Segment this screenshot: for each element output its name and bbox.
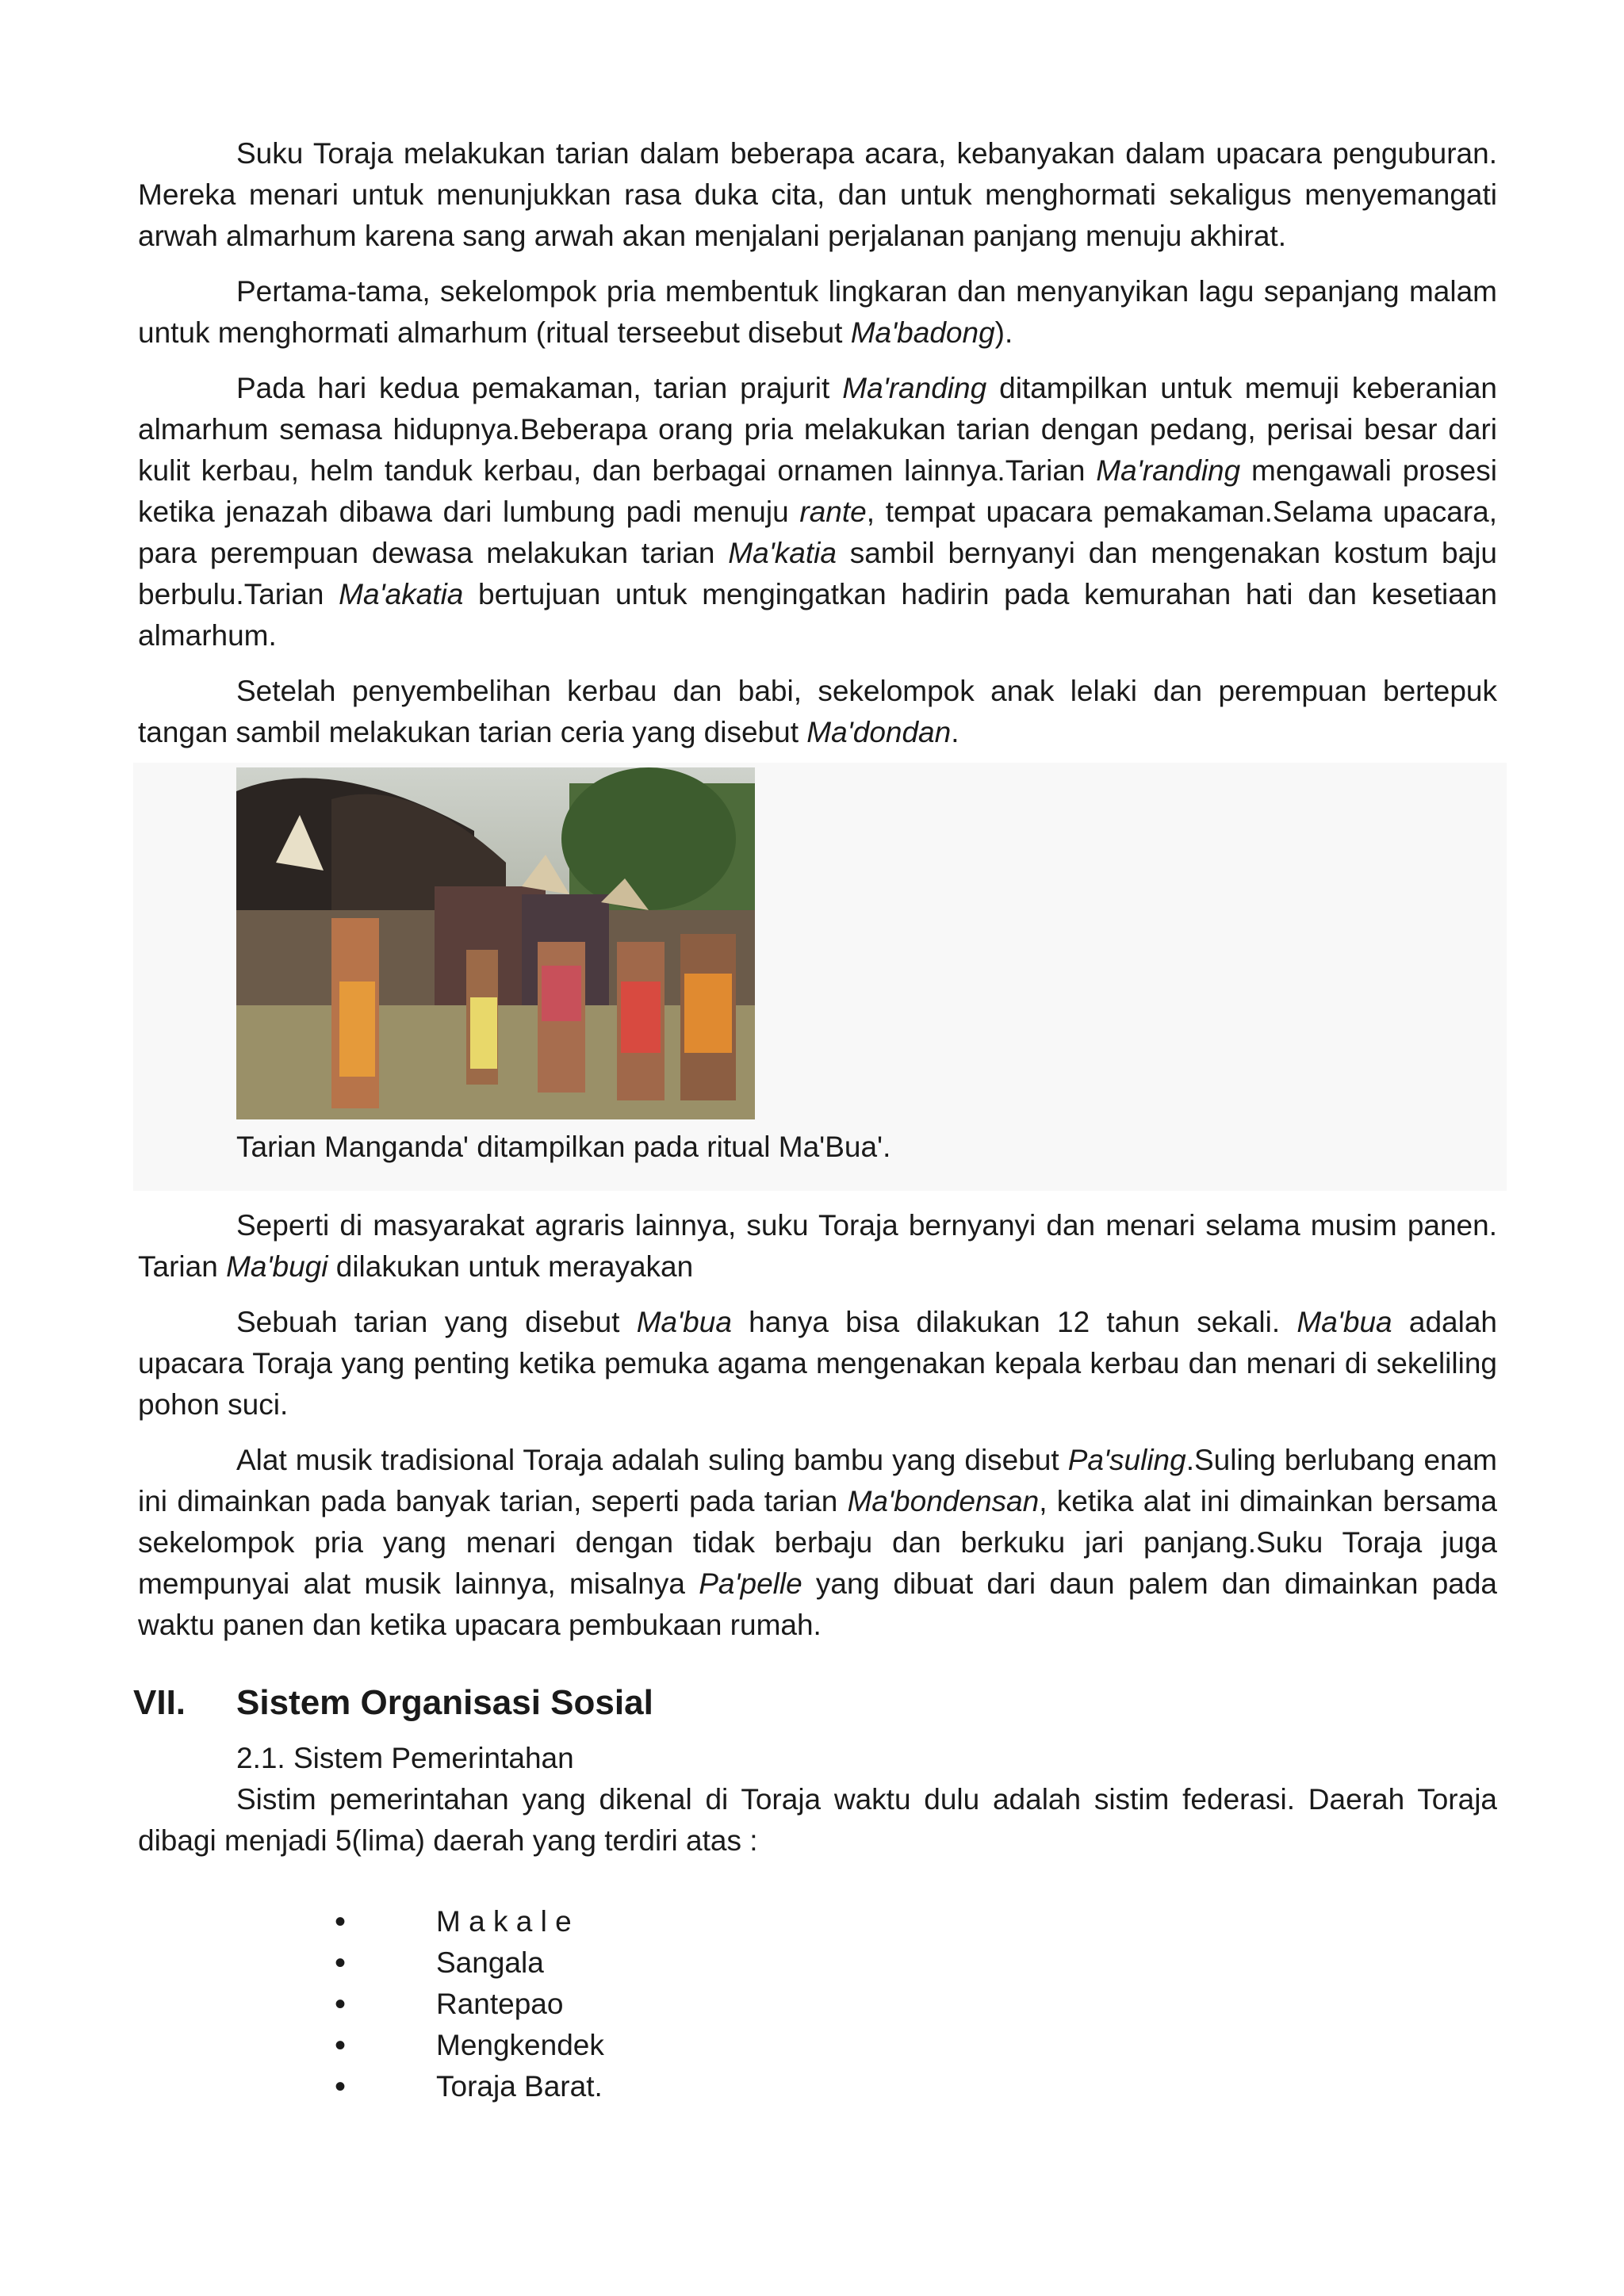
- list-item: [335, 2066, 1497, 2107]
- figure-caption: Tarian Manganda' ditampilkan pada ritual Ma'Bua'.: [236, 1131, 891, 1163]
- list-item-label: Rantepao: [436, 1988, 564, 2020]
- text-run: yang dibuat dari daun palem dan dimainkan pada waktu panen dan ketika upacara pembukaan rumah.: [138, 1567, 1498, 1641]
- bullet-icon: •: [335, 2069, 347, 2104]
- paragraph: [138, 671, 1497, 753]
- section-title: Sistem Organisasi Sosial: [236, 1683, 653, 1722]
- italic-term: Ma'randing: [842, 372, 987, 404]
- text-run: Suku Toraja melakukan tarian dalam beberapa acara, kebanyakan dalam upacara penguburan. Mereka menari untuk menunjukkan rasa duka cita, dan untuk menghormati sekaligus menyemangati arwah almarhum karena sang arwah akan menjalani perjalanan panjang menuju akhirat.: [138, 137, 1497, 252]
- italic-term: Ma'bua: [636, 1306, 732, 1338]
- italic-term: Ma'dondan: [806, 716, 952, 748]
- bullet-icon: •: [335, 1904, 347, 1939]
- paragraph-government: Sistim pemerintahan yang dikenal di Toraja waktu dulu adalah sistim federasi. Daerah Toraja dibagi menjadi 5(lima) daerah yang terdiri atas :: [138, 1783, 1497, 1857]
- bullet-icon: •: [335, 1987, 347, 2022]
- text-run: .Suling berlubang enam ini dimainkan pada banyak tarian, seperti pada tarian: [138, 1444, 1497, 1517]
- italic-term: Ma'katia: [728, 537, 837, 569]
- text-run: .: [951, 716, 959, 748]
- region-list: [335, 1901, 1497, 2107]
- text-run: Pada hari kedua pemakaman, tarian prajurit: [236, 372, 843, 404]
- list-item-label: Toraja Barat.: [436, 2070, 603, 2103]
- text-run: , ketika alat ini dimainkan bersama sekelompok pria yang menari dengan tidak berbaju dan berkuku jari panjang.Suku Toraja juga mempunyai alat musik lainnya, misalnya: [138, 1485, 1497, 1600]
- text-run: adalah upacara Toraja yang penting ketika pemuka agama mengenakan kepala kerbau dan menari di sekeliling pohon suci.: [138, 1306, 1497, 1421]
- figure: [133, 763, 1507, 1191]
- italic-term: Ma'randing: [1096, 454, 1241, 487]
- text-run: ).: [994, 316, 1013, 349]
- paragraph: [138, 368, 1497, 656]
- italic-term: Ma'bugi: [226, 1250, 328, 1283]
- text-run: Seperti di masyarakat agraris lainnya, suku Toraja bernyanyi dan menari selama musim panen. Tarian: [138, 1209, 1497, 1283]
- text-block-1: [138, 133, 1497, 753]
- text-run: Sebuah tarian yang disebut: [236, 1306, 637, 1338]
- italic-term: Ma'badong: [850, 316, 995, 349]
- bullet-icon: •: [335, 1946, 347, 1980]
- paragraph: [138, 1205, 1497, 1288]
- text-run: , tempat upacara pemakaman.Selama upacara, para perempuan dewasa melakukan tarian: [138, 496, 1497, 569]
- italic-term: Ma'akatia: [339, 578, 464, 610]
- subsection-heading: 2.1. Sistem Pemerintahan: [236, 1742, 574, 1774]
- text-run: bertujuan untuk mengingatkan hadirin pada kemurahan hati dan kesetiaan almarhum.: [138, 578, 1498, 652]
- paragraph: [138, 1302, 1497, 1425]
- text-run: sambil bernyanyi dan mengenakan kostum baju berbulu.Tarian: [138, 537, 1497, 610]
- text-block-2: [138, 1205, 1497, 1646]
- list-item: [335, 1942, 1497, 1984]
- text-run: Pertama-tama, sekelompok pria membentuk lingkaran dan menyanyikan lagu sepanjang malam untuk menghormati almarhum (ritual terseebut disebut: [138, 275, 1497, 349]
- text-run: hanya bisa dilakukan 12 tahun sekali.: [731, 1306, 1297, 1338]
- paragraph: [138, 271, 1497, 354]
- dance-photo: [236, 767, 755, 1119]
- italic-term: Ma'bondensan: [847, 1485, 1040, 1517]
- italic-term: Pa'suling: [1067, 1444, 1186, 1476]
- text-run: mengawali prosesi ketika jenazah dibawa dari lumbung padi menuju: [138, 454, 1497, 528]
- paragraph: [138, 133, 1497, 257]
- italic-term: Pa'pelle: [699, 1567, 802, 1600]
- text-run: ditampilkan untuk memuji keberanian almarhum semasa hidupnya.Beberapa orang pria melakukan tarian dengan pedang, perisai besar dari kulit kerbau, helm tanduk kerbau, dan berbagai ornamen lainnya.Tarian: [138, 372, 1497, 487]
- list-item: [335, 1901, 1497, 1942]
- text-run: Alat musik tradisional Toraja adalah suling bambu yang disebut: [236, 1444, 1068, 1476]
- list-item: [335, 1984, 1497, 2025]
- text-run: dilakukan untuk merayakan: [327, 1250, 694, 1283]
- italic-term: Ma'bua: [1297, 1306, 1392, 1338]
- list-item: [335, 2025, 1497, 2066]
- italic-term: rante: [799, 496, 867, 528]
- list-item-label: Mengkendek: [436, 2029, 604, 2061]
- list-item-label: Sangala: [436, 1946, 544, 1979]
- text-run: Setelah penyembelihan kerbau dan babi, sekelompok anak lelaki dan perempuan bertepuk tangan sambil melakukan tarian ceria yang disebut: [138, 675, 1497, 748]
- section-number: VII.: [133, 1683, 186, 1722]
- section-heading: [133, 1679, 1497, 1727]
- paragraph: [138, 1440, 1497, 1646]
- bullet-icon: •: [335, 2028, 347, 2063]
- list-item-label: M a k a l e: [436, 1905, 572, 1938]
